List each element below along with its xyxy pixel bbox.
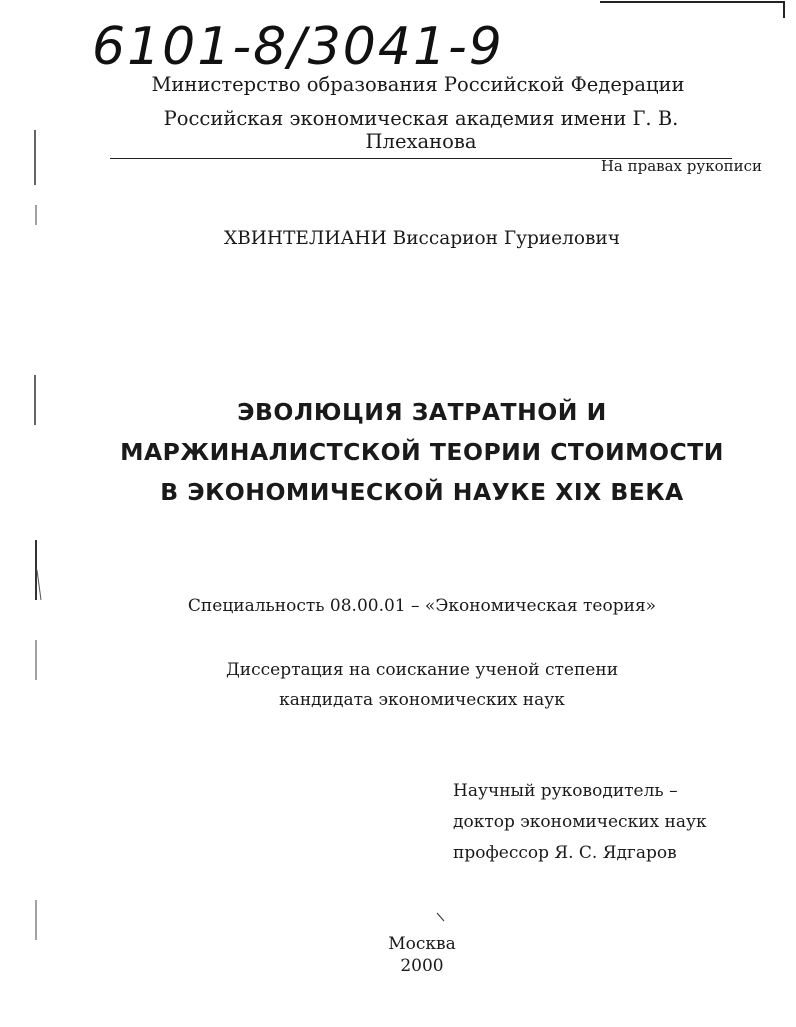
scientific-advisor <box>453 776 707 869</box>
title-line: В ЭКОНОМИЧЕСКОЙ НАУКЕ XIX ВЕКА <box>160 478 684 506</box>
handwritten-code-text: 6101-8/3041-9 <box>92 17 504 77</box>
advisor-line: Научный руководитель – <box>453 781 678 801</box>
degree-line: кандидата экономических наук <box>279 690 565 710</box>
title-line: МАРЖИНАЛИСТСКОЙ ТЕОРИИ СТОИМОСТИ <box>120 438 724 466</box>
dissertation-degree <box>0 655 796 715</box>
advisor-line: профессор Я. С. Ядгаров <box>453 843 677 863</box>
city: Москва <box>388 934 456 954</box>
dissertation-title <box>0 392 796 512</box>
advisor-line: доктор экономических наук <box>453 812 707 832</box>
degree-line: Диссертация на соискание ученой степени <box>225 660 619 680</box>
academy-name: Российская экономическая академия имени Г. В. Плеханова <box>110 107 732 159</box>
author-name: ХВИНТЕЛИАНИ Виссарион Гуриелович <box>224 228 620 249</box>
year: 2000 <box>400 956 444 976</box>
ministry-name: Министерство образования Российской Федерации <box>151 73 685 96</box>
specialty: Специальность 08.00.01 – «Экономическая теория» <box>187 596 657 616</box>
place-and-year <box>0 933 796 977</box>
handwritten-archive-code <box>92 14 562 77</box>
title-line: ЭВОЛЮЦИЯ ЗАТРАТНОЙ И <box>237 398 607 426</box>
rights-note: На правах рукописи <box>600 157 762 175</box>
